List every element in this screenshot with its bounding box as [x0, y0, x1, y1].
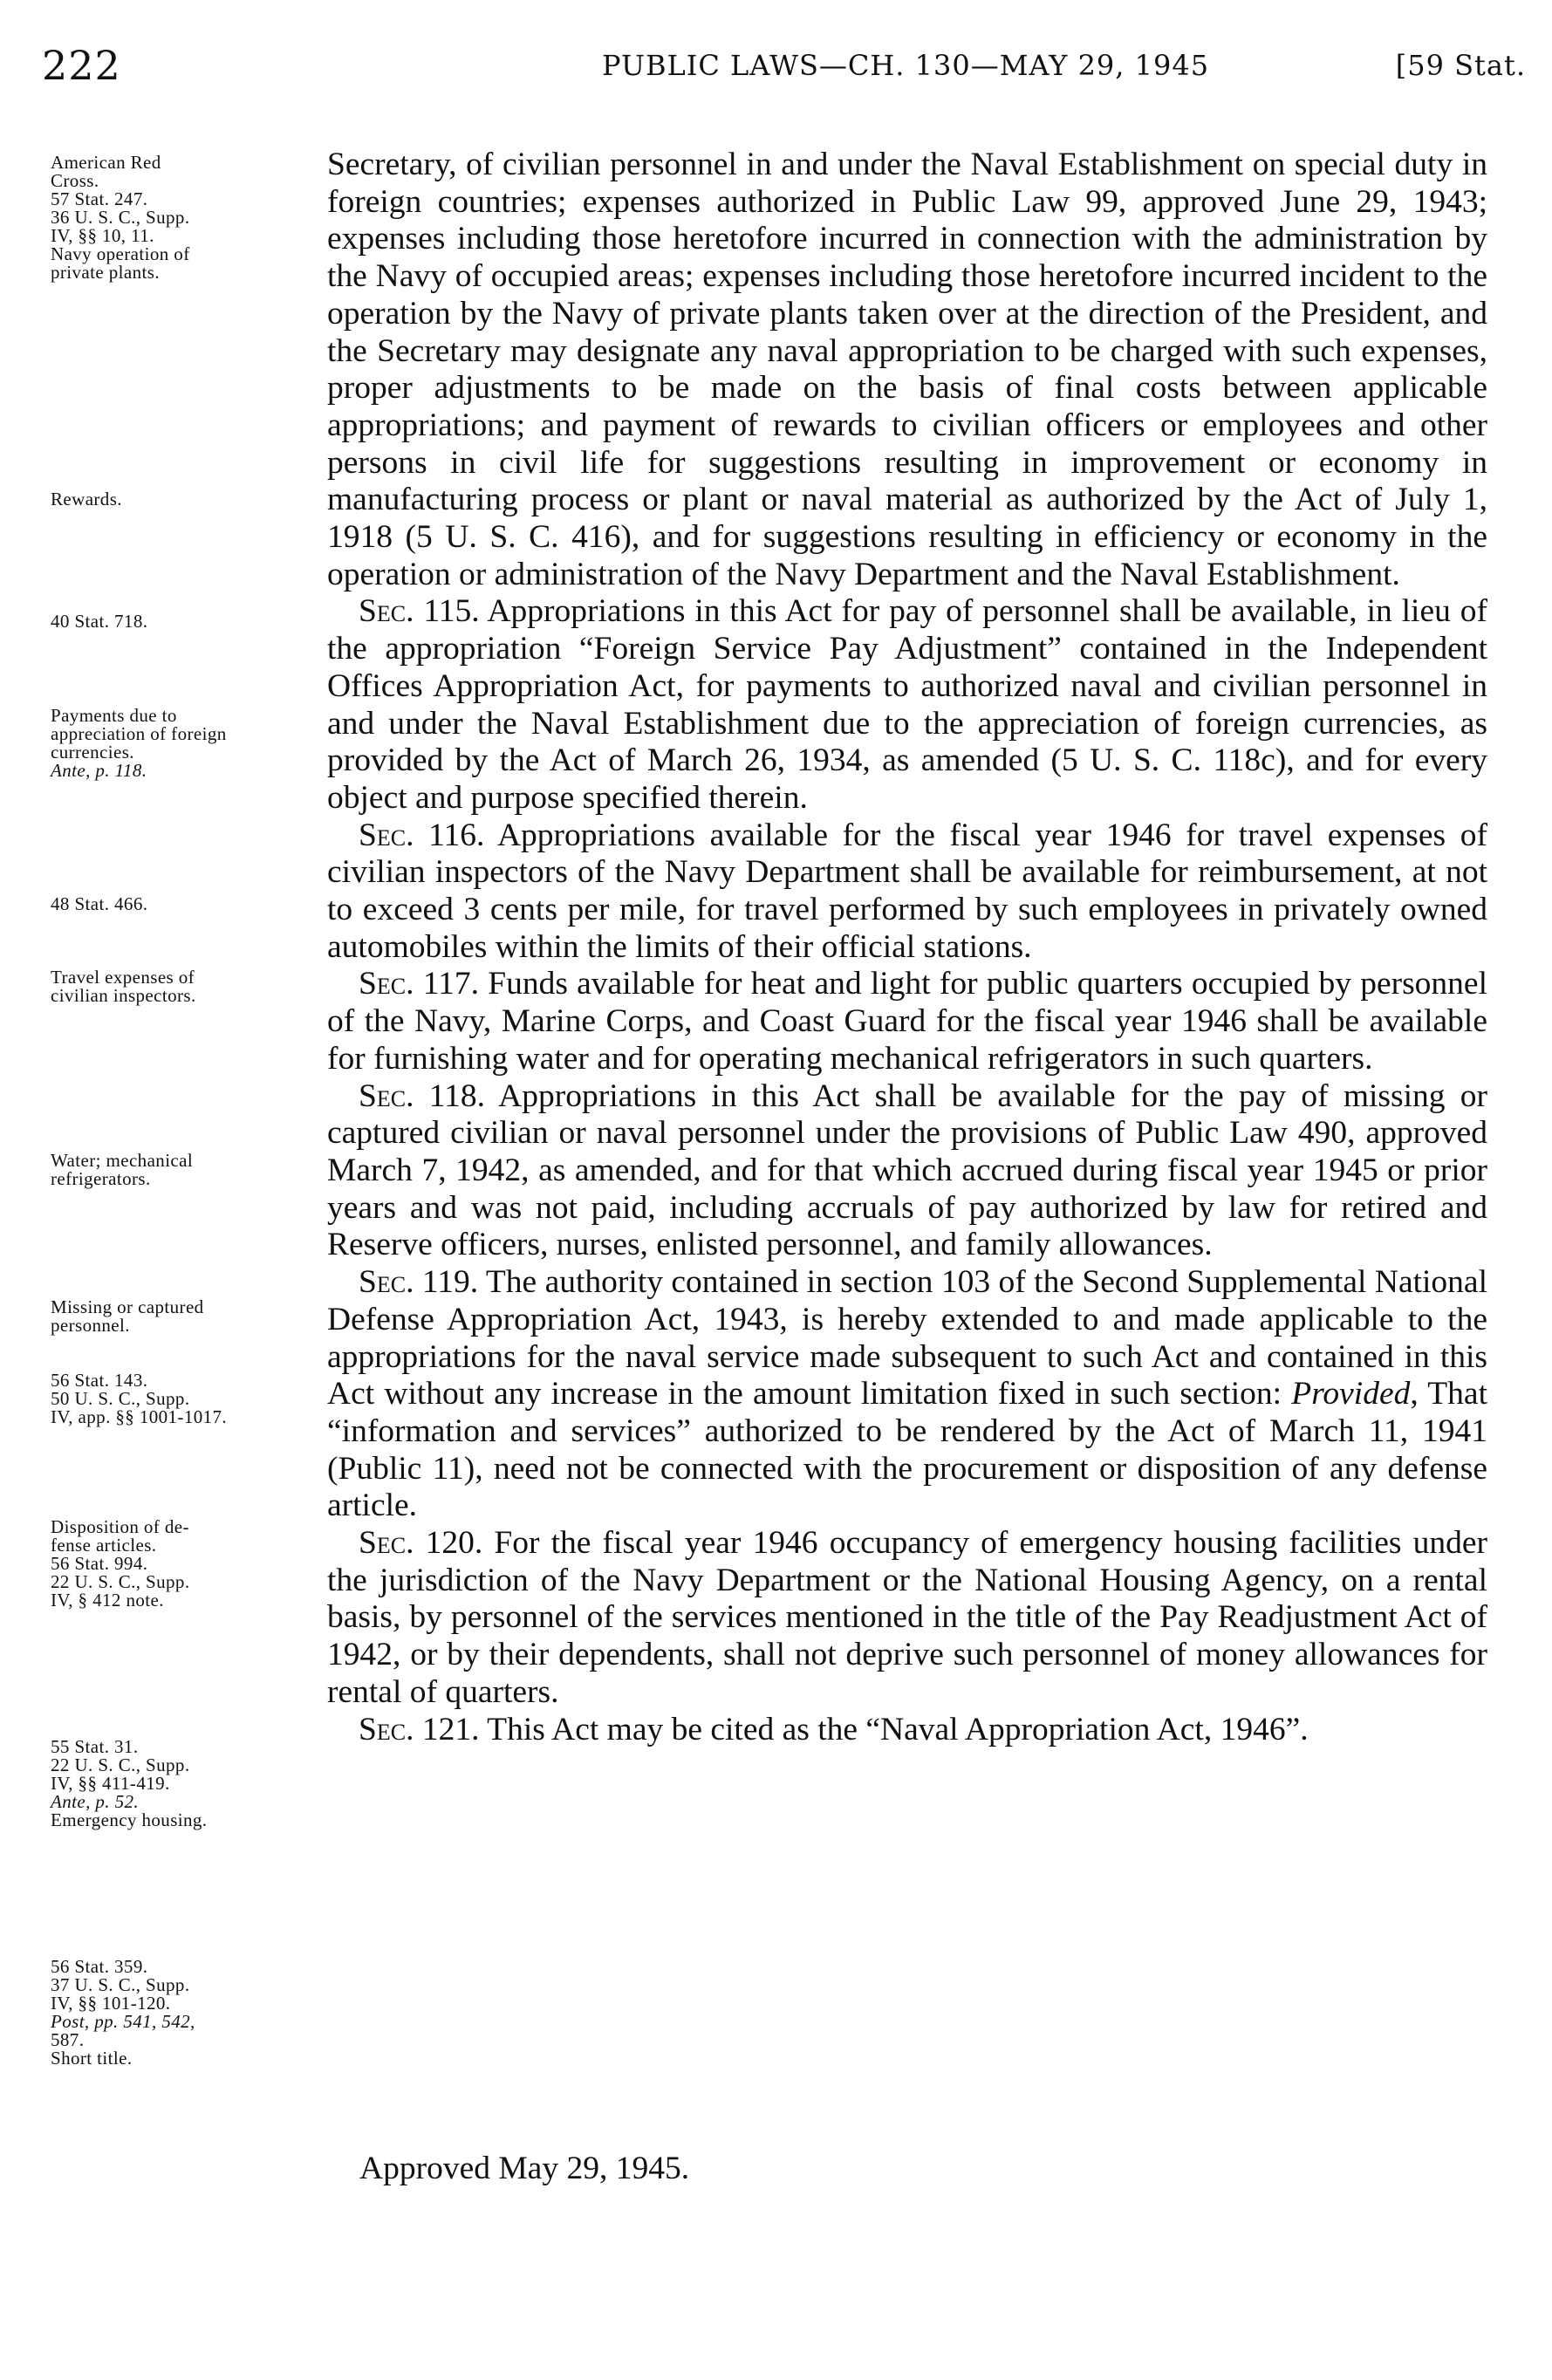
section-label: Sec.	[359, 1264, 414, 1301]
body-text	[327, 147, 1487, 1748]
section-116	[327, 817, 1487, 967]
section-120	[327, 1525, 1487, 1712]
page-number: 222	[42, 42, 121, 89]
sidenote-line: Rewards.	[51, 489, 122, 510]
sidenote-line: 55 Stat. 31.	[51, 1736, 139, 1757]
sidenote-line: 36 U. S. C., Supp.	[51, 207, 190, 228]
paragraph-continuation: Secretary, of civilian personnel in and under the Naval Establishment on special duty in foreign countries; expenses authorized in Public Law 99, approved June 29, 1943; expenses including those heretofore incurred in connection with the administration by the Navy of occupied areas; expenses including those heretofore incurred incident to the operation by the Navy of private plants taken over at the direction of the President, and the Secretary may designate any naval appropriation to be charged with such expenses, proper adjustments to be made on the basis of final costs between applicable appropriations; and payment of rewards to civilian officers or employees and other persons in civil life for suggestions resulting in improvement or economy in manufacturing process or plant or naval material as authorized by the Act of July 1, 1918 (5 U. S. C. 416), and for suggestions resulting in efficiency or economy in the operation or administration of the Navy Department and the Naval Establishment.	[327, 147, 1487, 592]
sidenote-line: IV, §§ 101-120.	[51, 1993, 171, 2014]
sidenote-short-title	[51, 1958, 312, 2068]
section-label: Sec.	[359, 1711, 414, 1747]
sidenote-line: fense articles.	[51, 1535, 157, 1556]
sidenote-line: 37 U. S. C., Supp.	[51, 1974, 190, 1995]
sidenote-line: 22 U. S. C., Supp.	[51, 1754, 190, 1775]
sidenote-line: 587.	[51, 2029, 85, 2050]
section-text: 116. Appropriations available for the fiscal year 1946 for travel expenses of civilian inspectors of the Navy Department shall be available for reimbursement, at not to exceed 3 cents per mile, for travel performed by such employees in privately owned automobiles within the limits of their official stations.	[327, 817, 1487, 965]
sidenote-line: Post, pp. 541, 542,	[51, 2011, 195, 2032]
section-label: Sec.	[359, 817, 414, 853]
provided-italic: Provided	[1291, 1376, 1411, 1412]
sidenote-line: currencies.	[51, 742, 134, 763]
sidenote-line: refrigerators.	[51, 1168, 151, 1189]
sidenote-line: 56 Stat. 359.	[51, 1956, 148, 1977]
sidenote-emergency-housing	[51, 1738, 312, 1829]
sidenote-missing-personnel	[51, 1298, 312, 1335]
sidenote-line: IV, §§ 10, 11.	[51, 225, 154, 246]
sidenote-rewards	[51, 490, 312, 509]
sidenote-line: 22 U. S. C., Supp.	[51, 1571, 190, 1592]
sidenote-payments-foreign	[51, 707, 312, 780]
approval-line: Approved May 29, 1945.	[359, 2151, 690, 2186]
sidenote-line: private plants.	[51, 262, 160, 283]
sidenote-line: 40 Stat. 718.	[51, 611, 148, 632]
sidenote-line: Cross.	[51, 170, 99, 191]
sidenote-red-cross	[51, 154, 312, 282]
sidenote-water-refrigerators	[51, 1152, 312, 1188]
sidenote-line: Water; mechanical	[51, 1150, 194, 1171]
section-text: 120. For the fiscal year 1946 occupancy of emergency housing facilities under the jurisdiction of the Navy Department or the National Housing Agency, on a rental basis, by personnel of the services mentioned in the title of the Pay Readjustment Act of 1942, or by their dependents, shall not deprive such personnel of money allowances for rental of quarters.	[327, 1525, 1487, 1710]
section-text: 117. Funds available for heat and light for public quarters occupied by personnel of the Navy, Marine Corps, and Coast Guard for the fiscal year 1946 shall be available for furnishing water and for operating mechanical refrigerators in such quarters.	[327, 966, 1487, 1077]
sidenote-line: Ante, p. 118.	[51, 760, 147, 781]
sidenote-line: Payments due to	[51, 705, 177, 726]
section-115	[327, 593, 1487, 817]
sidenote-line: 48 Stat. 466.	[51, 893, 148, 914]
sidenote-line: personnel.	[51, 1315, 130, 1336]
sidenote-line: Disposition of de-	[51, 1516, 189, 1537]
sidenote-defense-articles	[51, 1518, 312, 1610]
running-head: PUBLIC LAWS—CH. 130—MAY 29, 1945	[602, 49, 1210, 82]
section-text: 115. Appropriations in this Act for pay of personnel shall be available, in lieu of the appropriation “Foreign Service Pay Adjustment” contained in the Independent Offices Appropriation Act, for payments to authorized naval and civilian personnel in and under the Naval Establishment due to the appreciation of foreign currencies, as provided by the Act of March 26, 1934, as amended (5 U. S. C. 118c), and for every object and purpose specified therein.	[327, 593, 1487, 816]
sidenote-line: American Red	[51, 152, 161, 173]
sidenote-48-stat	[51, 895, 312, 913]
section-119	[327, 1264, 1487, 1525]
sidenote-line: 56 Stat. 994.	[51, 1553, 148, 1574]
statute-reference: [59 Stat.	[1395, 49, 1526, 82]
section-text: , That “information and services” authorized to be rendered by the Act of March 11, 1941 (Public 11), need not be connected with the procurement or disposition of any defense article.	[327, 1376, 1487, 1524]
sidenote-line: Ante, p. 52.	[51, 1791, 140, 1812]
section-text: 118. Appropriations in this Act shall be available for the pay of missing or captured civilian or naval personnel under the provisions of Public Law 490, approved March 7, 1942, as amended, and for that which accrued during fiscal year 1945 or prior years and was not paid, including accruals of pay authorized by law for retired and Reserve officers, nurses, enlisted personnel, and family allowances.	[327, 1077, 1487, 1263]
section-label: Sec.	[359, 1525, 414, 1562]
sidenote-line: 56 Stat. 143.	[51, 1370, 148, 1391]
sidenote-40-stat	[51, 612, 312, 631]
sidenote-line: Missing or captured	[51, 1296, 204, 1317]
sidenote-line: Short title.	[51, 2048, 133, 2069]
sidenote-line: IV, app. §§ 1001-1017.	[51, 1406, 228, 1427]
section-label: Sec.	[359, 1077, 414, 1114]
sidenote-line: IV, §§ 411-419.	[51, 1773, 170, 1794]
sidenote-travel-expenses	[51, 968, 312, 1005]
sidenote-line: Navy operation of	[51, 243, 190, 264]
sidenote-line: 50 U. S. C., Supp.	[51, 1388, 190, 1409]
section-121	[327, 1712, 1487, 1749]
section-118	[327, 1078, 1487, 1265]
sidenote-line: Travel expenses of	[51, 967, 195, 988]
section-text: 121. This Act may be cited as the “Naval Appropriation Act, 1946”.	[414, 1711, 1309, 1747]
sidenote-line: Emergency housing.	[51, 1809, 208, 1830]
sidenote-line: 57 Stat. 247.	[51, 188, 148, 209]
section-text: 119. The authority contained in section 103 of the Second Supplemental National Defense Appropriation Act, 1943, is hereby extended to and made applicable to the appropriations for the naval service made subsequent to such Act and contained in this Act without any increase in the amount limitation fixed in such section:	[327, 1264, 1487, 1412]
section-label: Sec.	[359, 593, 414, 630]
sidenote-line: civilian inspectors.	[51, 985, 196, 1006]
sidenote-line: IV, § 412 note.	[51, 1590, 164, 1611]
section-label: Sec.	[359, 966, 414, 1002]
sidenote-56-stat-143	[51, 1371, 312, 1426]
section-117	[327, 966, 1487, 1077]
sidenote-line: appreciation of foreign	[51, 723, 227, 744]
